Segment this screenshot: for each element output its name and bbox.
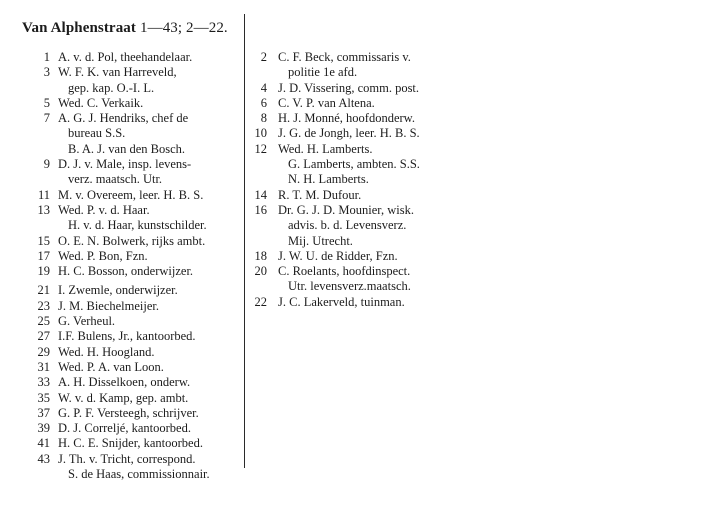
house-number: 22 — [254, 294, 267, 309]
resident-text: O. E. N. Bolwerk, rijks ambt. — [58, 233, 206, 248]
directory-entry — [20, 299, 242, 314]
even-numbers-column — [248, 50, 458, 310]
resident-text: Wed. P. v. d. Haar. — [58, 202, 150, 217]
entry-continuation-line — [20, 126, 242, 141]
house-number: 39 — [37, 421, 50, 436]
house-number: 14 — [254, 187, 267, 202]
directory-entry — [20, 283, 242, 298]
house-number: 23 — [37, 298, 50, 313]
house-number: 4 — [260, 80, 267, 95]
directory-entry — [248, 50, 458, 65]
column-divider — [244, 14, 245, 468]
resident-text: H. v. d. Haar, kunstschilder. — [68, 218, 207, 233]
house-number: 31 — [37, 359, 50, 374]
directory-entry — [20, 249, 242, 264]
entry-continuation-line — [20, 142, 242, 157]
directory-entry — [248, 295, 458, 310]
house-number: 17 — [37, 248, 50, 263]
resident-text: C. Roelants, hoofdinspect. — [278, 264, 411, 279]
resident-text: G. P. F. Versteegh, schrijver. — [58, 405, 199, 420]
odd-numbers-column — [20, 50, 242, 482]
entry-continuation-line — [20, 218, 242, 233]
resident-text: H. J. Monné, hoofdonderw. — [278, 111, 416, 126]
house-number: 11 — [37, 187, 50, 202]
resident-text: Dr. G. J. D. Mounier, wisk. — [278, 202, 414, 217]
resident-text: A. G. J. Hendriks, chef de — [58, 111, 189, 126]
resident-text: J. W. U. de Ridder, Fzn. — [278, 248, 398, 263]
resident-text: Wed. C. Verkaik. — [58, 95, 144, 110]
directory-entry — [20, 188, 242, 203]
directory-entry — [248, 96, 458, 111]
house-number: 16 — [254, 202, 267, 217]
house-number: 37 — [37, 405, 50, 420]
house-number: 3 — [43, 65, 50, 80]
directory-entry — [20, 360, 242, 375]
resident-text: A. H. Disselkoen, onderw. — [58, 375, 191, 390]
house-number: 20 — [254, 264, 267, 279]
resident-text: C. V. P. van Altena. — [278, 95, 375, 110]
house-number: 9 — [43, 157, 50, 172]
resident-text: G. Lamberts, ambten. S.S. — [288, 157, 420, 172]
directory-entry — [248, 142, 458, 157]
house-number: 13 — [37, 202, 50, 217]
resident-text: J. C. Lakerveld, tuinman. — [278, 294, 405, 309]
resident-text: Mij. Utrecht. — [288, 233, 353, 248]
house-number: 8 — [260, 111, 267, 126]
entry-continuation-line — [20, 81, 242, 96]
directory-entry — [20, 234, 242, 249]
house-number: 29 — [37, 344, 50, 359]
resident-text: G. Verheul. — [58, 314, 116, 329]
house-number: 21 — [37, 283, 50, 298]
directory-entry — [248, 126, 458, 141]
directory-entry — [20, 96, 242, 111]
resident-text: J. D. Vissering, comm. post. — [278, 80, 420, 95]
house-number: 5 — [43, 95, 50, 110]
resident-text: N. H. Lamberts. — [288, 172, 369, 187]
resident-text: J. G. de Jongh, leer. H. B. S. — [278, 126, 420, 141]
directory-entry — [20, 65, 242, 80]
house-number: 2 — [260, 50, 267, 64]
resident-text: advis. b. d. Levensverz. — [288, 218, 407, 233]
resident-text: Wed. P. Bon, Fzn. — [58, 248, 148, 263]
resident-text: gep. kap. O.-I. L. — [68, 80, 155, 95]
entry-continuation-line — [248, 234, 458, 249]
directory-entry — [248, 249, 458, 264]
directory-entry — [20, 452, 242, 467]
entry-continuation-line — [20, 172, 242, 187]
resident-text: verz. maatsch. Utr. — [68, 172, 163, 187]
resident-text: H. C. E. Snijder, kantoorbed. — [58, 436, 203, 451]
entry-continuation-line — [248, 218, 458, 233]
directory-entry — [20, 436, 242, 451]
resident-text: politie 1e afd. — [288, 65, 358, 80]
resident-text: Wed. H. Hoogland. — [58, 344, 155, 359]
house-number: 35 — [37, 390, 50, 405]
resident-text: C. F. Beck, commissaris v. — [278, 50, 411, 64]
entry-continuation-line — [248, 157, 458, 172]
entry-continuation-line — [20, 467, 242, 482]
street-heading — [22, 20, 228, 37]
directory-entry — [20, 375, 242, 390]
resident-text: Utr. levensverz.maatsch. — [288, 279, 411, 294]
resident-text: D. J. Correljé, kantoorbed. — [58, 421, 191, 436]
house-number: 15 — [37, 233, 50, 248]
directory-entry — [248, 203, 458, 218]
resident-text: I. Zwemle, onderwijzer. — [58, 283, 178, 298]
directory-entry — [20, 50, 242, 65]
street-name: Van Alphenstraat — [22, 20, 136, 36]
house-number: 27 — [37, 329, 50, 344]
house-number: 7 — [43, 111, 50, 126]
house-number-range: 1—43; 2—22. — [140, 20, 228, 36]
directory-entry — [20, 314, 242, 329]
directory-entry — [20, 391, 242, 406]
resident-text: I.F. Bulens, Jr., kantoorbed. — [58, 329, 196, 344]
house-number: 1 — [43, 50, 50, 64]
house-number: 33 — [37, 375, 50, 390]
directory-entry — [20, 345, 242, 360]
resident-text: J. Th. v. Tricht, correspond. — [58, 451, 196, 466]
house-number: 41 — [37, 436, 50, 451]
resident-text: R. T. M. Dufour. — [278, 187, 362, 202]
directory-entry — [20, 264, 242, 279]
directory-entry — [20, 406, 242, 421]
house-number: 10 — [254, 126, 267, 141]
entry-continuation-line — [248, 279, 458, 294]
directory-entry — [20, 329, 242, 344]
directory-entry — [20, 111, 242, 126]
resident-text: S. de Haas, commissionnair. — [68, 467, 210, 482]
resident-text: Wed. P. A. van Loon. — [58, 359, 164, 374]
resident-text: B. A. J. van den Bosch. — [68, 141, 186, 156]
resident-text: J. M. Biechelmeijer. — [58, 298, 160, 313]
house-number: 18 — [254, 248, 267, 263]
directory-entry — [248, 111, 458, 126]
directory-entry — [20, 157, 242, 172]
directory-entry — [248, 264, 458, 279]
entry-continuation-line — [248, 172, 458, 187]
house-number: 6 — [260, 95, 267, 110]
directory-entry — [248, 81, 458, 96]
house-number: 12 — [254, 141, 267, 156]
resident-text: A. v. d. Pol, theehandelaar. — [58, 50, 193, 64]
house-number: 19 — [37, 264, 50, 279]
resident-text: M. v. Overeem, leer. H. B. S. — [58, 187, 204, 202]
resident-text: D. J. v. Male, insp. levens- — [58, 157, 192, 172]
resident-text: W. F. K. van Harreveld, — [58, 65, 177, 80]
directory-entry — [20, 203, 242, 218]
resident-text: H. C. Bosson, onderwijzer. — [58, 264, 194, 279]
entry-continuation-line — [248, 65, 458, 80]
resident-text: W. v. d. Kamp, gep. ambt. — [58, 390, 189, 405]
directory-entry — [20, 421, 242, 436]
resident-text: Wed. H. Lamberts. — [278, 141, 373, 156]
house-number: 43 — [37, 451, 50, 466]
house-number: 25 — [37, 314, 50, 329]
resident-text: bureau S.S. — [68, 126, 126, 141]
directory-entry — [248, 188, 458, 203]
